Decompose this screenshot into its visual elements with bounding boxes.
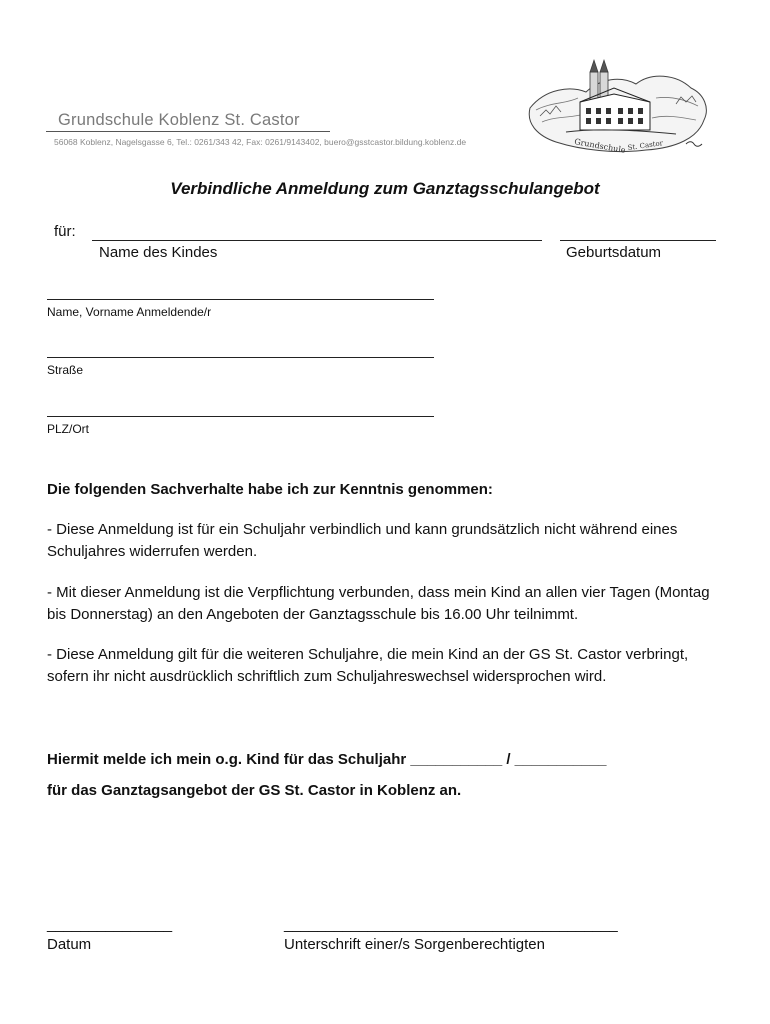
birthdate-line[interactable] (560, 240, 716, 241)
declaration-line-1: Hiermit melde ich mein o.g. Kind für das Schuljahr ___________ / ___________ (47, 751, 607, 768)
point-1: - Diese Anmeldung ist für ein Schuljahr verbindlich und kann grundsätzlich nicht während eines Schuljahres widerrufen werden. (47, 521, 678, 560)
school-logo (526, 58, 712, 158)
point-2: - Mit dieser Anmeldung ist die Verpflichtung verbunden, dass mein Kind an allen vier Tagen (Montag bis Donnerstag) an den Angeboten der Ganztagsschule bis 16.00 Uhr teilnimmt. (47, 584, 710, 623)
school-name: Grundschule Koblenz St. Castor (58, 111, 300, 129)
street-line[interactable] (47, 357, 434, 358)
parent-name-label: Name, Vorname Anmeldende/r (47, 305, 212, 319)
school-address: 56068 Koblenz, Nagelsgasse 6, Tel.: 0261/343 42, Fax: 0261/9143402, buero@gsstcastor.bildung.koblenz.de (54, 137, 467, 147)
parent-name-line[interactable] (47, 299, 434, 300)
zip-city-label: PLZ/Ort (47, 422, 90, 436)
zip-city-line[interactable] (47, 416, 434, 417)
date-label: Datum (47, 936, 92, 953)
acknowledgement-heading: Die folgenden Sachverhalte habe ich zur Kenntnis genommen: (47, 481, 493, 498)
guardian-signature-line[interactable]: ________________________________________ (284, 916, 618, 933)
form-title: Verbindliche Anmeldung zum Ganztagsschulangebot (170, 179, 600, 198)
fuer-label: für: (54, 223, 76, 240)
logo-text-1: Grundschule (573, 137, 627, 155)
birthdate-label: Geburtsdatum (566, 244, 662, 261)
street-label: Straße (47, 363, 84, 377)
declaration-line-2: für das Ganztagsangebot der GS St. Castor in Koblenz an. (47, 782, 462, 799)
header-divider (46, 131, 330, 132)
child-name-label: Name des Kindes (99, 244, 218, 261)
point-3: - Diese Anmeldung gilt für die weiteren Schuljahre, die mein Kind an der GS St. Castor verbringt, sofern ihr nicht ausdrücklich schriftlich zum Schuljahreswechsel widersprochen wird. (47, 646, 689, 685)
guardian-signature-label: Unterschrift einer/s Sorgenberechtigten (284, 936, 545, 953)
date-signature-line[interactable]: _______________ (47, 916, 173, 933)
child-name-line[interactable] (92, 240, 542, 241)
logo-text-2: St. Castor (627, 139, 664, 152)
